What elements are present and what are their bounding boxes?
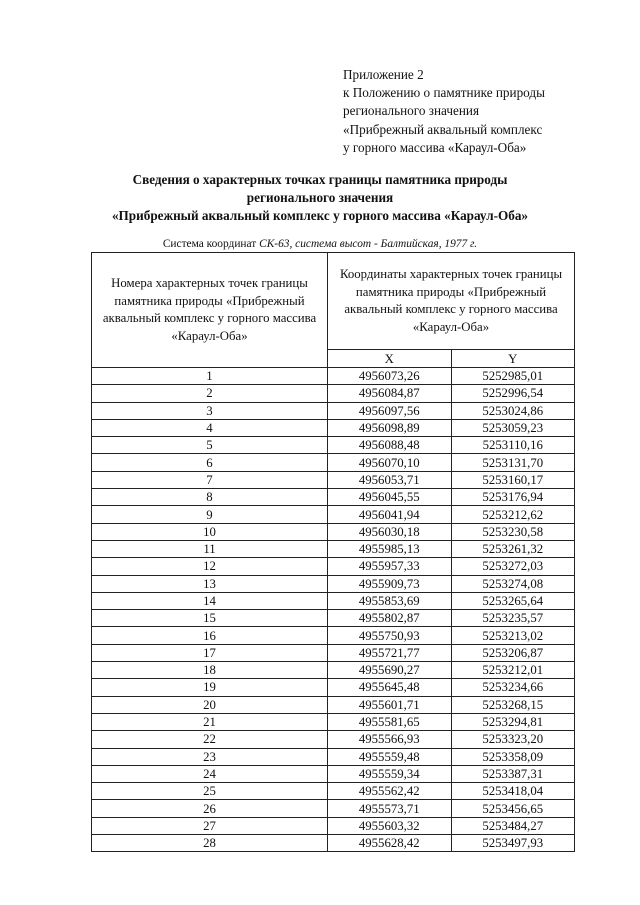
point-number-cell: 5 [92,437,328,454]
table-row [92,471,575,488]
document-title [0,171,640,226]
x-coordinate-cell: 4956084,87 [328,385,452,402]
x-coordinate-cell: 4955562,42 [328,783,452,800]
x-coordinate-cell: 4955581,65 [328,713,452,730]
x-coordinate-cell: 4955985,13 [328,540,452,557]
table-row [92,800,575,817]
y-coordinate-cell: 5253212,62 [451,506,575,523]
y-coordinate-cell: 5253265,64 [451,592,575,609]
table-row [92,783,575,800]
x-coordinate-cell: 4955573,71 [328,800,452,817]
point-number-cell: 7 [92,471,328,488]
y-coordinate-cell: 5253268,15 [451,696,575,713]
point-number-cell: 8 [92,489,328,506]
x-coordinate-cell: 4955559,48 [328,748,452,765]
x-coordinate-cell: 4956098,89 [328,419,452,436]
point-number-cell: 11 [92,540,328,557]
point-number-cell: 26 [92,800,328,817]
x-column-header: X [328,350,452,368]
y-coordinate-cell: 5253110,16 [451,437,575,454]
point-number-cell: 1 [92,368,328,385]
coordinates-table [91,252,575,852]
title-line: регионального значения [246,190,394,206]
point-number-cell: 23 [92,748,328,765]
table-row [92,540,575,557]
y-coordinate-cell: 5253456,65 [451,800,575,817]
x-coordinate-cell: 4955566,93 [328,731,452,748]
table-row [92,610,575,627]
x-coordinate-cell: 4955603,32 [328,817,452,834]
table-row [92,644,575,661]
table-row [92,402,575,419]
x-coordinate-cell: 4955909,73 [328,575,452,592]
table-row [92,437,575,454]
table-row [92,765,575,782]
x-coordinate-cell: 4955802,87 [328,610,452,627]
table-row [92,385,575,402]
point-number-cell: 22 [92,731,328,748]
table-row [92,713,575,730]
x-coordinate-cell: 4955721,77 [328,644,452,661]
y-coordinate-cell: 5253206,87 [451,644,575,661]
y-coordinate-cell: 5253294,81 [451,713,575,730]
table-row [92,627,575,644]
table-row [92,454,575,471]
x-coordinate-cell: 4955628,42 [328,835,452,852]
appendix-note [343,66,633,157]
table-row [92,679,575,696]
table-row [92,558,575,575]
appendix-line: «Прибрежный аквальный комплекс [343,121,543,137]
table-row [92,592,575,609]
point-number-cell: 24 [92,765,328,782]
y-coordinate-cell: 5253358,09 [451,748,575,765]
x-coordinate-cell: 4955601,71 [328,696,452,713]
x-coordinate-cell: 4956097,56 [328,402,452,419]
x-coordinate-cell: 4956030,18 [328,523,452,540]
y-coordinate-cell: 5253176,94 [451,489,575,506]
title-line: Сведения о характерных точках границы памятника природы [132,172,508,187]
point-number-cell: 27 [92,817,328,834]
table-row [92,662,575,679]
x-coordinate-cell: 4955559,34 [328,765,452,782]
x-coordinate-cell: 4956053,71 [328,471,452,488]
y-coordinate-cell: 5253234,66 [451,679,575,696]
x-coordinate-cell: 4955690,27 [328,662,452,679]
y-column-header: Y [451,350,575,368]
x-coordinate-cell: 4956070,10 [328,454,452,471]
y-coordinate-cell: 5253212,01 [451,662,575,679]
table-row [92,817,575,834]
point-number-cell: 3 [92,402,328,419]
point-number-cell: 4 [92,419,328,436]
point-number-cell: 18 [92,662,328,679]
table-row [92,696,575,713]
y-coordinate-cell: 5253272,03 [451,558,575,575]
title-line: «Прибрежный аквальный комплекс у горного массива «Караул-Оба» [111,208,529,224]
y-coordinate-cell: 5253213,02 [451,627,575,644]
x-coordinate-cell: 4955853,69 [328,592,452,609]
y-coordinate-cell: 5253235,57 [451,610,575,627]
point-number-cell: 15 [92,610,328,627]
appendix-line: Приложение 2 [343,67,424,82]
point-number-cell: 14 [92,592,328,609]
y-coordinate-cell: 5253230,58 [451,523,575,540]
point-number-cell: 12 [92,558,328,575]
y-coordinate-cell: 5252985,01 [451,368,575,385]
coordinate-system-name: СК-63, система высот - Балтийская, 1977 г. [259,238,478,250]
table-body [92,368,575,852]
x-coordinate-cell: 4955957,33 [328,558,452,575]
point-number-cell: 16 [92,627,328,644]
y-coordinate-cell: 5253484,27 [451,817,575,834]
y-coordinate-cell: 5253024,86 [451,402,575,419]
table-row [92,731,575,748]
point-number-cell: 6 [92,454,328,471]
table-row [92,506,575,523]
y-coordinate-cell: 5253160,17 [451,471,575,488]
y-coordinate-cell: 5253059,23 [451,419,575,436]
coordinate-system-caption [0,238,640,250]
x-coordinate-cell: 4956088,48 [328,437,452,454]
y-coordinate-cell: 5252996,54 [451,385,575,402]
x-coordinate-cell: 4955645,48 [328,679,452,696]
appendix-line: у горного массива «Караул-Оба» [343,139,527,155]
point-number-cell: 10 [92,523,328,540]
point-number-cell: 13 [92,575,328,592]
point-number-cell: 28 [92,835,328,852]
y-coordinate-cell: 5253274,08 [451,575,575,592]
table-row [92,748,575,765]
table-row [92,489,575,506]
y-coordinate-cell: 5253387,31 [451,765,575,782]
coordinate-system-prefix: Система координат [162,238,260,250]
x-coordinate-cell: 4955750,93 [328,627,452,644]
table-row [92,419,575,436]
point-number-cell: 17 [92,644,328,661]
point-number-cell: 20 [92,696,328,713]
table-row [92,575,575,592]
coordinates-header: Координаты характерных точек границы памятника природы «Прибрежный аквальный комплекс у горного массива «Караул-Оба» [328,253,575,350]
y-coordinate-cell: 5253261,32 [451,540,575,557]
point-number-cell: 25 [92,783,328,800]
y-coordinate-cell: 5253323,20 [451,731,575,748]
table-row [92,523,575,540]
table-row [92,835,575,852]
point-number-cell: 19 [92,679,328,696]
table-row [92,368,575,385]
x-coordinate-cell: 4956045,55 [328,489,452,506]
point-number-cell: 21 [92,713,328,730]
point-number-cell: 9 [92,506,328,523]
x-coordinate-cell: 4956041,94 [328,506,452,523]
point-number-cell: 2 [92,385,328,402]
y-coordinate-cell: 5253418,04 [451,783,575,800]
appendix-line: к Положению о памятнике природы [343,85,545,101]
y-coordinate-cell: 5253131,70 [451,454,575,471]
point-number-header: Номера характерных точек границы памятника природы «Прибрежный аквальный комплекс у горного массива «Караул-Оба» [92,253,328,368]
x-coordinate-cell: 4956073,26 [328,368,452,385]
y-coordinate-cell: 5253497,93 [451,835,575,852]
appendix-line: регионального значения [343,103,480,119]
